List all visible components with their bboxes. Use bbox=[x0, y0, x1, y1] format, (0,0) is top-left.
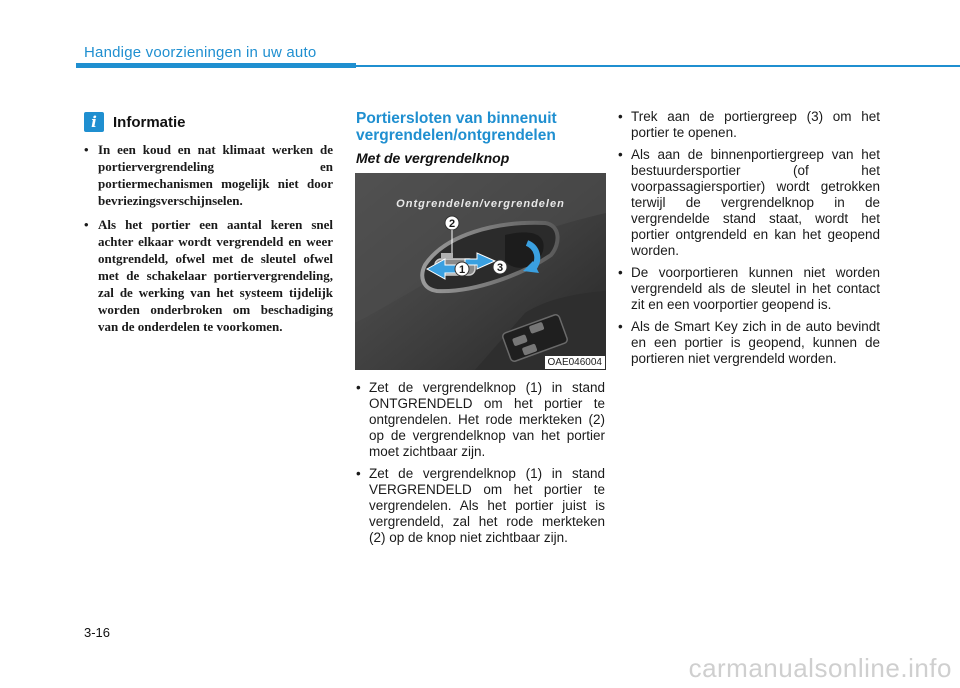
info-heading bbox=[84, 112, 186, 132]
callout-3: 3 bbox=[496, 262, 504, 274]
instruction-list bbox=[356, 380, 605, 552]
section-title: Portiersloten van binnenuit vergrendelen/ontgrendelen bbox=[356, 110, 557, 144]
header-rule-thick bbox=[76, 63, 356, 68]
info-item: • Als het portier een aantal keren snel achter elkaar wordt vergrendeld en weer ontgrendeld, ofwel met de sleutel ofwel met de schakelaar portiervergrendeling, zal de werking van het systeem tijdelijk worden onderbroken om beschadiging van de onderdelen te voorkomen. bbox=[84, 216, 333, 335]
page-number: 3-16 bbox=[84, 625, 111, 640]
info-item: • In een koud en nat klimaat werken de portiervergrendeling en portiermechanismen mogelijk niet door bevriezingsverschijnselen. bbox=[84, 141, 333, 209]
instruction-list-continued bbox=[618, 109, 880, 373]
subsection-title: Met de vergrendelknop bbox=[356, 150, 510, 166]
list-item: • Als de Smart Key zich in de auto bevindt en een portier is geopend, kunnen de portieren niet vergrendeld worden. bbox=[618, 319, 880, 367]
list-item: • Trek aan de portiergreep (3) om het portier te openen. bbox=[618, 109, 880, 141]
list-item: • De voorportieren kunnen niet worden vergrendeld als de sleutel in het contact zit en een voorportier geopend is. bbox=[618, 265, 880, 313]
watermark: carmanualsonline.info bbox=[688, 653, 952, 683]
info-title: Informatie bbox=[113, 113, 186, 131]
list-item: • Zet de vergrendelknop (1) in stand VERGRENDELD om het portier te vergrendelen. Als het portier juist is vergrendeld, zal het rode merkteken (2) op de knop niet zichtbaar zijn. bbox=[356, 466, 605, 546]
figure-code: OAE046004 bbox=[545, 356, 606, 369]
list-item: • Als aan de binnenportiergreep van het bestuurdersportier (of het voorpassagiersportier) wordt getrokken terwijl de vergrendelknop in de vergrendelde stand staat, wordt het portier ontgrendeld en kan het geopend worden. bbox=[618, 147, 880, 259]
section-header-title: Handige voorzieningen in uw auto bbox=[84, 44, 317, 61]
callout-1: 1 bbox=[458, 264, 466, 276]
info-icon: i bbox=[84, 112, 104, 132]
info-list bbox=[84, 141, 333, 342]
figure-label: Ontgrendelen/vergrendelen bbox=[396, 198, 565, 210]
list-item: • Zet de vergrendelknop (1) in stand ONTGRENDELD om het portier te ontgrendelen. Het rode merkteken (2) op de vergrendelknop van het portier moet zichtbaar zijn. bbox=[356, 380, 605, 460]
door-handle-figure bbox=[355, 173, 606, 370]
header-rule-thin bbox=[356, 65, 960, 67]
callout-2: 2 bbox=[448, 218, 456, 230]
